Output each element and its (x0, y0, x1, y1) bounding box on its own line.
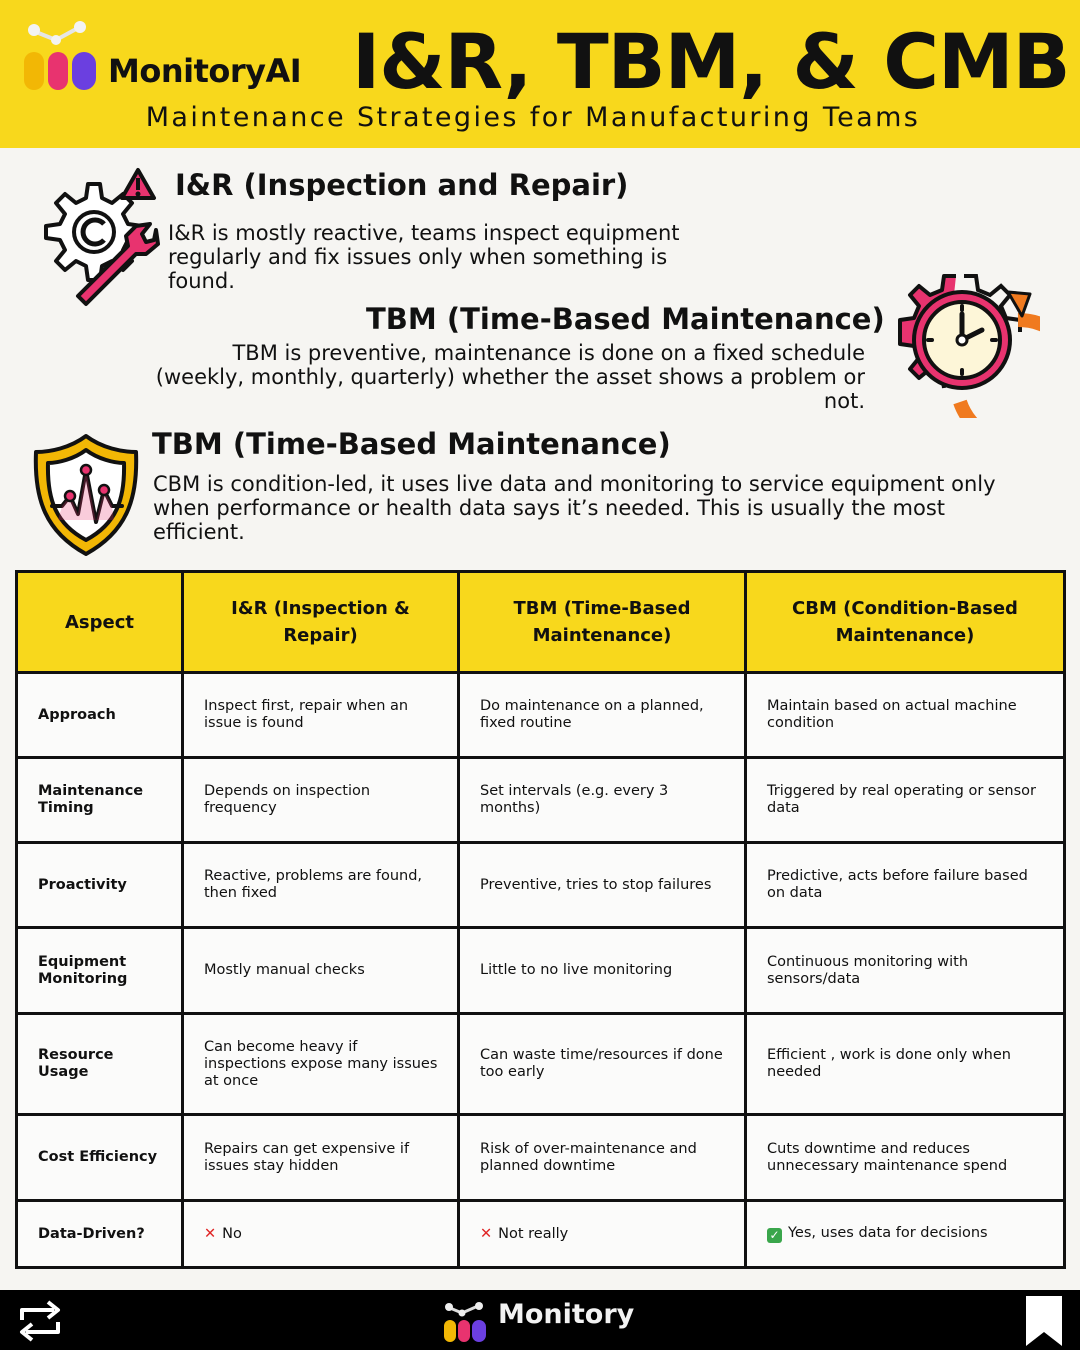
row-aspect: Proactivity (17, 843, 183, 928)
page-title: I&R, TBM, & CMB (352, 17, 1070, 106)
cell-tbm: Preventive, tries to stop failures (459, 843, 746, 928)
section-tbm-body: TBM is preventive, maintenance is done on a fixed schedule (weekly, monthly, quarterly) whether the asset shows a problem or not. (155, 341, 865, 413)
gear-clock-icon (890, 270, 1040, 418)
cell-tbm (459, 1201, 746, 1268)
cell-cbm: Continuous monitoring with sensors/data (746, 928, 1065, 1014)
header-ir: I&R (Inspection & Repair) (183, 572, 459, 673)
header-cbm: CBM (Condition-Based Maintenance) (746, 572, 1065, 673)
cell-cbm: Cuts downtime and reduces unnecessary maintenance spend (746, 1115, 1065, 1201)
cell-tbm: Can waste time/resources if done too early (459, 1014, 746, 1115)
cell-cbm: Triggered by real operating or sensor data (746, 758, 1065, 843)
section-tbm-title: TBM (Time-Based Maintenance) (366, 302, 885, 336)
row-aspect: Data-Driven? (17, 1201, 183, 1268)
cell-ir: Repairs can get expensive if issues stay hidden (183, 1115, 459, 1201)
cell-cbm: Predictive, acts before failure based on data (746, 843, 1065, 928)
cell-cbm-text: Yes, uses data for decisions (788, 1225, 988, 1241)
cell-tbm: Risk of over-maintenance and planned downtime (459, 1115, 746, 1201)
table-row (17, 1115, 1065, 1201)
table-row (17, 1014, 1065, 1115)
cell-ir: Inspect first, repair when an issue is found (183, 673, 459, 758)
cross-icon: ✕ (204, 1225, 217, 1242)
section-ir-body: I&R is mostly reactive, teams inspect equipment regularly and fix issues only when something is found. (168, 221, 680, 293)
monitory-logo-icon (22, 14, 106, 94)
table-row (17, 843, 1065, 928)
cell-cbm (746, 1201, 1065, 1268)
cell-cbm: Efficient , work is done only when needed (746, 1014, 1065, 1115)
cell-tbm: Do maintenance on a planned, fixed routine (459, 673, 746, 758)
cell-ir: Reactive, problems are found, then fixed (183, 843, 459, 928)
cell-ir: Mostly manual checks (183, 928, 459, 1014)
page-subtitle: Maintenance Strategies for Manufacturing Teams (145, 102, 921, 133)
comparison-table (15, 570, 1066, 1269)
header-banner (0, 0, 1080, 148)
footer-bar (0, 1290, 1080, 1350)
table-row (17, 1201, 1065, 1268)
cross-icon: ✕ (480, 1225, 493, 1242)
row-aspect: Cost Efficiency (17, 1115, 183, 1201)
section-cbm-body: CBM is condition-led, it uses live data and monitoring to service equipment only when performance or health data says it’s needed. This is usually the most efficient. (153, 472, 996, 544)
table-row (17, 758, 1065, 843)
shield-pulse-icon (22, 430, 152, 558)
cell-ir: Depends on inspection frequency (183, 758, 459, 843)
checkmark-icon: ✓ (767, 1228, 782, 1243)
row-aspect: Equipment Monitoring (17, 928, 183, 1014)
table-header-row (17, 572, 1065, 673)
cell-cbm: Maintain based on actual machine condition (746, 673, 1065, 758)
brand-name: MonitoryAI (108, 52, 302, 90)
monitory-logo-icon (442, 1300, 492, 1344)
bookmark-icon[interactable] (1024, 1294, 1064, 1348)
row-aspect: Resource Usage (17, 1014, 183, 1115)
section-cbm-title: TBM (Time-Based Maintenance) (152, 427, 671, 461)
footer-brand: Monitory (498, 1299, 635, 1330)
table-row (17, 673, 1065, 758)
cell-ir: Can become heavy if inspections expose many issues at once (183, 1014, 459, 1115)
cell-tbm: Set intervals (e.g. every 3 months) (459, 758, 746, 843)
row-aspect: Maintenance Timing (17, 758, 183, 843)
row-aspect: Approach (17, 673, 183, 758)
cell-tbm-text: Not really (498, 1225, 569, 1242)
repost-icon[interactable] (14, 1296, 66, 1346)
table-row (17, 928, 1065, 1014)
header-tbm: TBM (Time-Based Maintenance) (459, 572, 746, 673)
header-aspect: Aspect (17, 572, 183, 673)
brand-logo (22, 14, 312, 94)
cell-ir (183, 1201, 459, 1268)
cell-tbm: Little to no live monitoring (459, 928, 746, 1014)
gear-wrench-warning-icon (38, 164, 160, 308)
cell-ir-text: No (222, 1225, 242, 1242)
section-ir-title: I&R (Inspection and Repair) (175, 168, 629, 202)
